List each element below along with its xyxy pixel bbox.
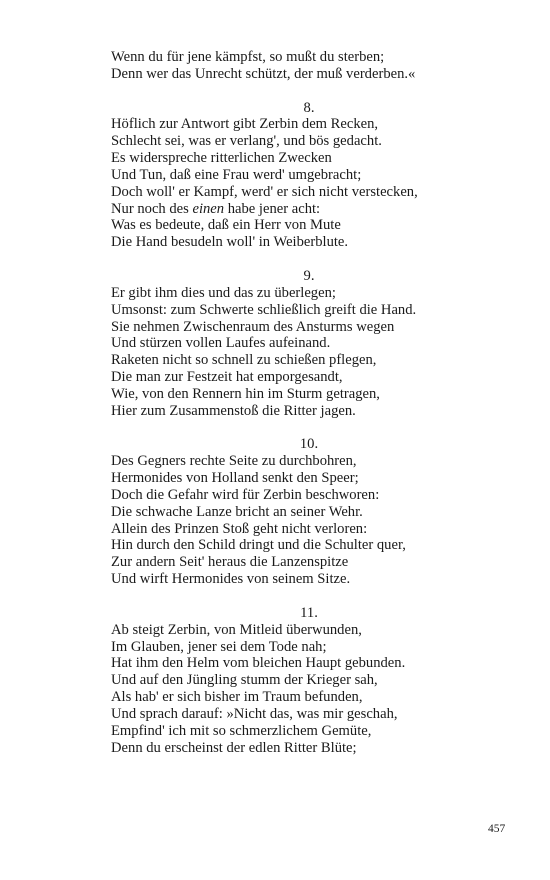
- verse-line: Schlecht sei, was er verlang', und bös gedacht.: [111, 133, 382, 150]
- verse-line: [111, 201, 511, 218]
- verse-line: Hat ihm den Helm vom bleichen Haupt gebunden.: [111, 655, 406, 672]
- stanza: [111, 268, 511, 436]
- stanza-number: 10.: [299, 436, 319, 453]
- verse-line: Die Hand besudeln woll' in Weiberblute.: [111, 234, 349, 251]
- stanza: [111, 100, 511, 268]
- stanzas: [111, 100, 511, 757]
- verse-line: Und auf den Jüngling stumm der Krieger sah,: [111, 672, 378, 689]
- verse-line: Hin durch den Schild dringt und die Schulter quer,: [111, 537, 406, 554]
- verse-line: Und stürzen vollen Laufes aufeinand.: [111, 335, 331, 352]
- verse-line: Empfind' ich mit so schmerzlichem Gemüte,: [111, 722, 372, 739]
- stanza-number: 11.: [300, 604, 318, 621]
- verse-line: Die man zur Festzeit hat emporgesandt,: [111, 369, 343, 386]
- verse-line: Was es bedeute, daß ein Herr von Mute: [111, 217, 341, 234]
- verse-line: Und wirft Hermonides von seinem Sitze.: [111, 571, 351, 588]
- verse-line: Er gibt ihm dies und das zu überlegen;: [111, 284, 336, 301]
- verse-line: Doch die Gefahr wird für Zerbin beschworen:: [111, 486, 380, 503]
- stanza: [111, 436, 511, 604]
- stanza-gap: [111, 251, 511, 268]
- verse-line: Und sprach darauf: »Nicht das, was mir geschah,: [111, 705, 398, 722]
- verse-line: Des Gegners rechte Seite zu durchbohren,: [111, 453, 357, 470]
- verse-line: Ab steigt Zerbin, von Mitleid überwunden,: [111, 621, 362, 638]
- verse-line: Die schwache Lanze bricht an seiner Wehr.: [111, 503, 363, 520]
- verse-line: Höflich zur Antwort gibt Zerbin dem Recken,: [111, 116, 379, 133]
- verse-line: Raketen nicht so schnell zu schießen pflegen,: [111, 352, 377, 369]
- opening-line: Wenn du für jene kämpfst, so mußt du sterben;: [111, 49, 385, 65]
- stanza-gap: [111, 83, 511, 100]
- verse-line: Es widerspreche ritterlichen Zwecken: [111, 150, 332, 167]
- verse-line: Zur andern Seit' heraus die Lanzenspitze: [111, 554, 349, 571]
- verse-segment: habe jener acht:: [224, 200, 321, 217]
- page-number: 457: [488, 823, 506, 835]
- verse-line: Allein des Prinzen Stoß geht nicht verloren:: [111, 520, 368, 537]
- verse-segment: Nur noch des: [111, 200, 193, 217]
- stanza-number: 9.: [303, 267, 315, 284]
- poem-text: [111, 49, 511, 756]
- stanza: [111, 605, 511, 757]
- verse-line: Im Glauben, jener sei dem Tode nah;: [111, 638, 327, 655]
- verse-line: Wie, von den Rennern hin im Sturm getragen,: [111, 385, 380, 402]
- verse-line: Doch woll' er Kampf, werd' er sich nicht verstecken,: [111, 183, 418, 200]
- stanza-number: 8.: [303, 99, 315, 116]
- verse-line: Hier zum Zusammenstoß die Ritter jagen.: [111, 402, 356, 419]
- verse-line: Sie nehmen Zwischenraum des Ansturms wegen: [111, 318, 395, 335]
- emphasized-word: einen: [192, 200, 225, 217]
- verse-line: Denn du erscheinst der edlen Ritter Blüte;: [111, 739, 357, 756]
- verse-line: Als hab' er sich bisher im Traum befunden,: [111, 689, 363, 706]
- stanza-gap: [111, 420, 511, 437]
- opening-line: Denn wer das Unrecht schützt, der muß verderben.«: [111, 65, 416, 82]
- verse-line: Und Tun, daß eine Frau werd' umgebracht;: [111, 166, 362, 183]
- verse-line: Umsonst: zum Schwerte schließlich greift die Hand.: [111, 301, 417, 318]
- verse-line: Hermonides von Holland senkt den Speer;: [111, 470, 359, 487]
- stanza-gap: [111, 588, 511, 605]
